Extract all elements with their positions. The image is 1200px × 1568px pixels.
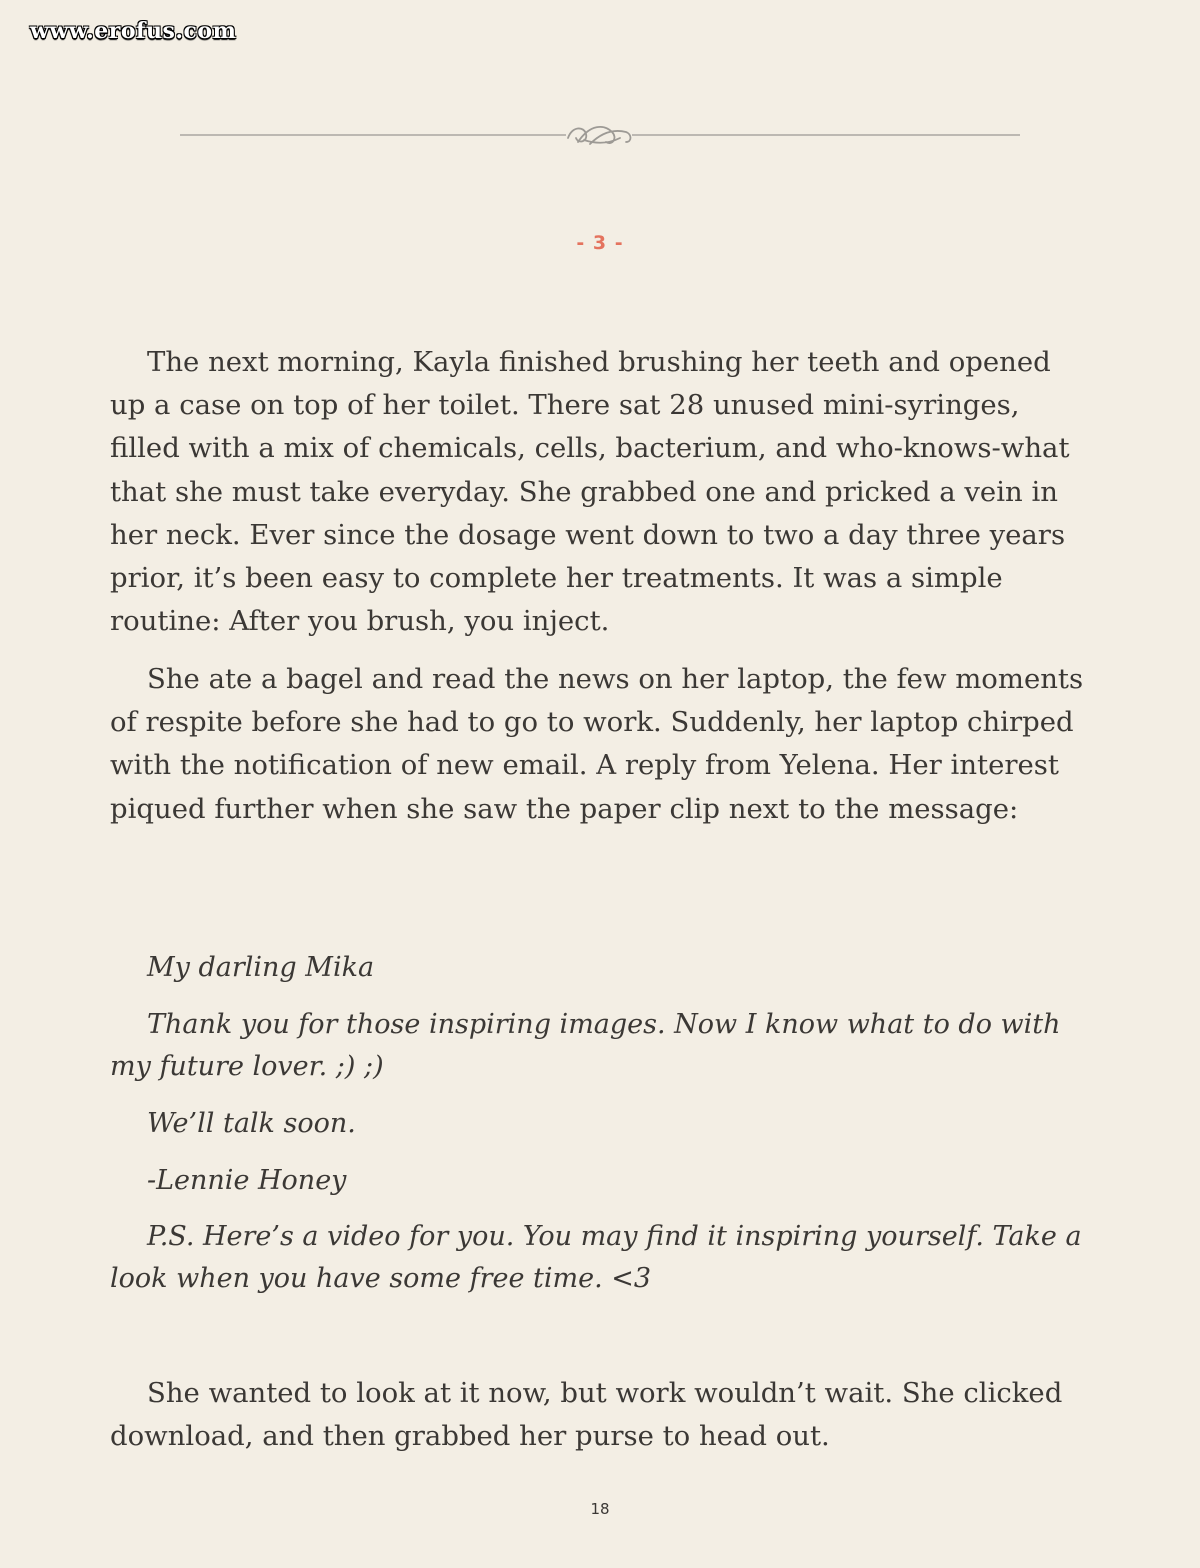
email-closing: We’ll talk soon. [147,1108,356,1139]
paragraph-morning-routine: The next morning, Kayla finished brushing her teeth and opened up a case on top of her toilet. There sat 28 unused mini-syringes, filled with a mix of chemicals, cells, bacterium, and who-knows-what that she must take everyday. She grabbed one and pricked a vein in her neck. Ever since the dosage went down to two a day three years prior, it’s been easy to complete her treatments. It was a simple routine: After you brush, you inject. [110,346,1070,638]
email-message [110,947,1090,989]
chapter-number: - 3 - [576,232,624,254]
watermark: www.erofus.com [30,18,237,44]
email-postscript-block [110,1216,1090,1300]
paragraph-email-arrival: She ate a bagel and read the news on her laptop, the few moments of respite before she had to go to work. Suddenly, her laptop chirped with the notification of new email. A reply from Yelena. Her interest piqued further when she saw the paper clip next to the message: [110,663,1084,825]
email-signature: -Lennie Honey [147,1165,347,1196]
page-number: 18 [590,1500,610,1518]
email-body-block [110,1004,1090,1088]
email-signature-block [110,1160,1090,1202]
email-body: Thank you for those inspiring images. Now I know what to do with my future lover. ;) ;) [110,1009,1061,1082]
ornamental-divider [180,118,1020,152]
flourish-icon [568,127,631,144]
email-postscript: P.S. Here’s a video for you. You may find it inspiring yourself. Take a look when you have some free time. <3 [110,1221,1082,1294]
narrative-section-2 [110,658,1090,831]
narrative-section-3 [110,1372,1090,1458]
narrative-section [110,341,1090,643]
email-closing-block [110,1103,1090,1145]
email-salutation: My darling Mika [147,952,375,983]
paragraph-closing: She wanted to look at it now, but work wouldn’t wait. She clicked download, and then grabbed her purse to head out. [110,1377,1063,1453]
